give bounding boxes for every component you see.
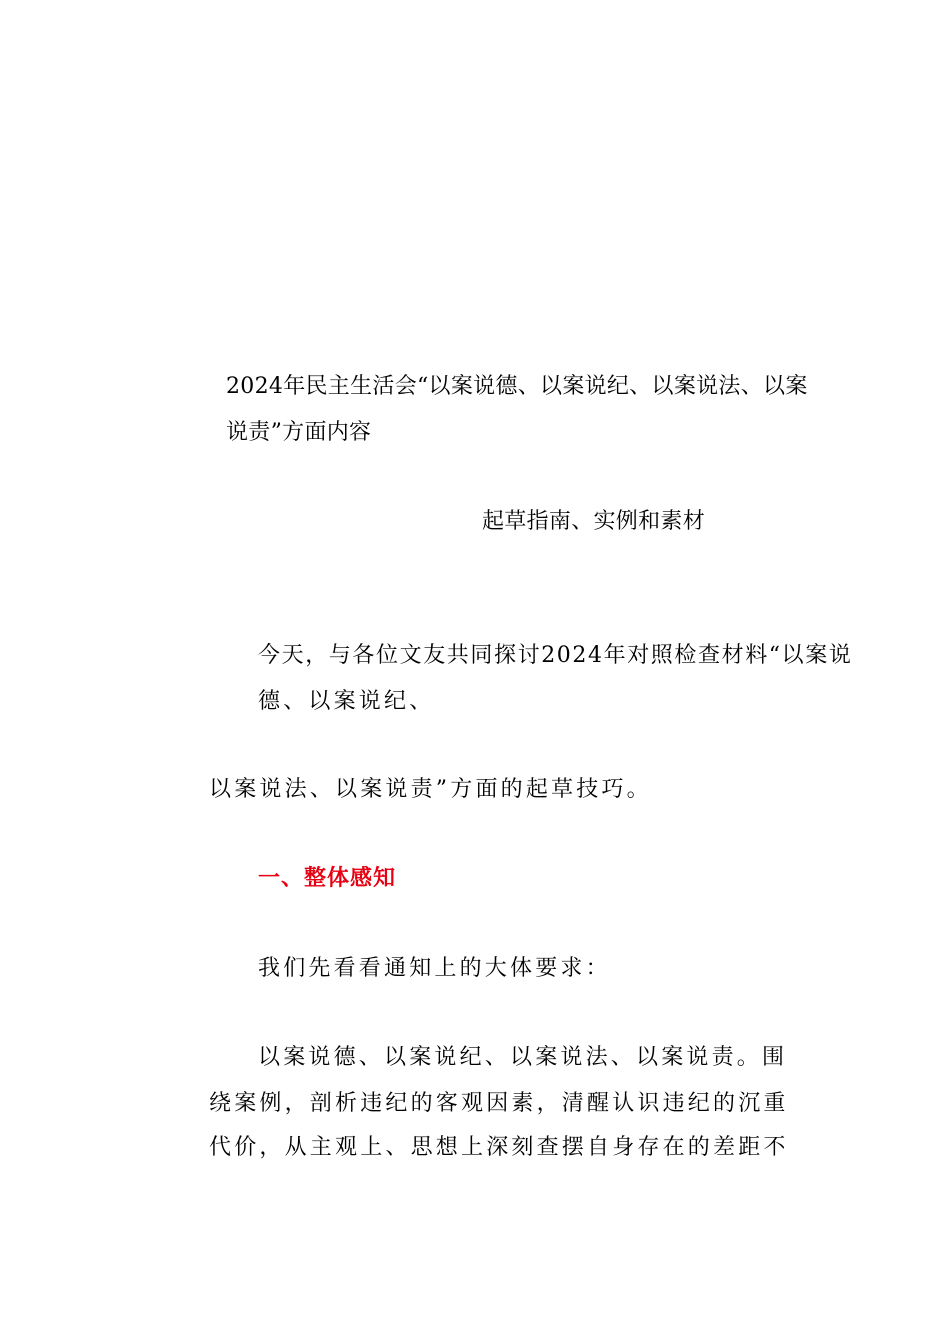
paragraph-2-line-3: 代价，从主观上、思想上深刻查摆自身存在的差距不 <box>209 1135 789 1160</box>
paragraph-2-line-2: 绕案例，剖析违纪的客观因素，清醒认识违纪的沉重 <box>209 1091 789 1116</box>
paragraph-2-line-1: 以案说德、以案说纪、以案说法、以案说责。围 <box>258 1045 788 1070</box>
section-heading-1: 一、整体感知 <box>258 866 397 891</box>
doc-title-line-1: 2024年民主生活会“以案说德、以案说纪、以案说法、以案 <box>226 374 808 399</box>
doc-subtitle: 起草指南、实例和素材 <box>482 509 706 534</box>
paragraph-1: 我们先看看通知上的大体要求： <box>258 956 611 981</box>
intro-line-1: 今天，与各位文友共同探讨2024年对照检查材料“以案说 <box>258 643 853 668</box>
intro-line-3: 以案说法、以案说责”方面的起草技巧。 <box>209 777 652 802</box>
intro-line-2: 德、以案说纪、 <box>258 689 435 714</box>
doc-title-line-2: 说责”方面内容 <box>226 420 372 445</box>
